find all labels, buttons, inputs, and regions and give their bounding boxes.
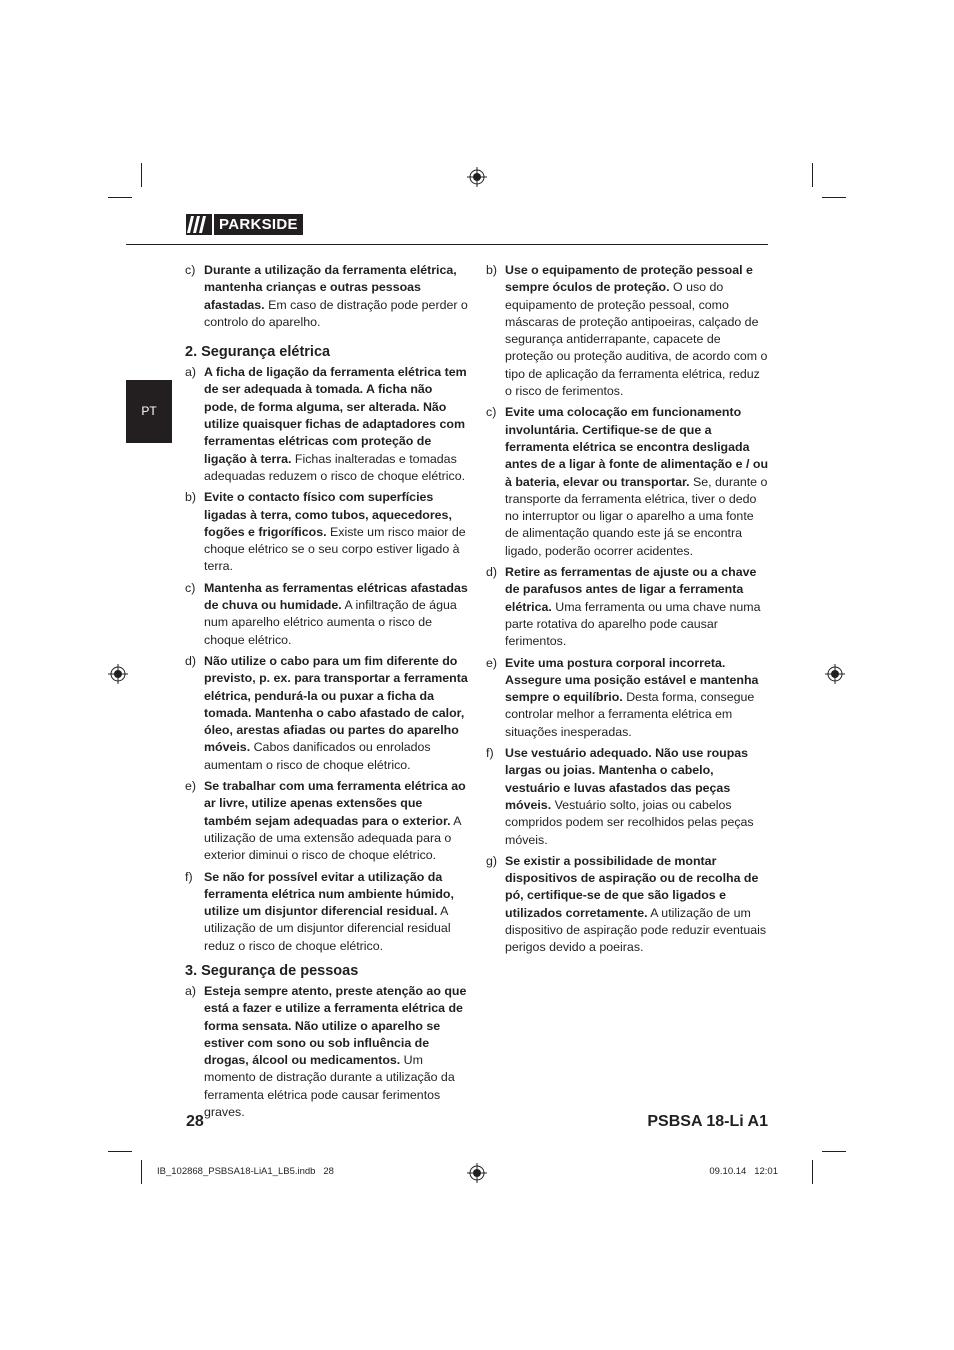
brand-logo bbox=[186, 214, 309, 235]
item-label: f) bbox=[185, 869, 193, 884]
list-item bbox=[185, 262, 468, 331]
list-item bbox=[185, 580, 468, 649]
item-warning: Durante a utilização da ferramenta elétrica, mantenha crianças e outras pessoas afastadas. bbox=[204, 263, 457, 312]
right-column bbox=[486, 262, 769, 961]
item-explanation: Se, durante o transporte da ferramenta elétrica, tiver o dedo no interruptor ou ligar o aparelho a uma fonte de alimentação quando este já se encontra ligado, poderão ocorrer acidentes. bbox=[505, 474, 768, 558]
item-label: e) bbox=[185, 779, 197, 794]
item-label: g) bbox=[486, 853, 498, 868]
list-item bbox=[486, 655, 769, 741]
item-explanation: A infiltração de água num aparelho elétrico aumenta o risco de choque elétrico. bbox=[204, 598, 457, 647]
logo-slashes-icon bbox=[186, 214, 212, 235]
list-item bbox=[185, 364, 468, 485]
left-column bbox=[185, 262, 468, 1125]
print-slug-file: IB_102868_PSBSA18-LiA1_LB5.indb 28 bbox=[157, 1166, 334, 1177]
crop-mark bbox=[812, 1160, 813, 1184]
item-warning: Mantenha as ferramentas elétricas afastadas de chuva ou humidade. bbox=[204, 580, 468, 613]
section-heading: 3. Segurança de pessoas bbox=[185, 962, 359, 979]
item-label: d) bbox=[486, 565, 498, 580]
list-item bbox=[486, 564, 769, 650]
item-explanation: Desta forma, consegue controlar melhor a ferramenta elétrica em situações inesperadas. bbox=[505, 690, 755, 739]
list-item bbox=[185, 983, 468, 1121]
item-label: a) bbox=[185, 983, 197, 998]
item-explanation: A utilização de uma extensão adequada para o exterior diminui o risco de choque elétrico. bbox=[204, 813, 461, 863]
list-item bbox=[486, 745, 769, 849]
page-number: 28 bbox=[186, 1113, 204, 1130]
item-warning: Evite uma postura corporal incorreta. Assegure uma posição estável e mantenha sempre o equilíbrio. bbox=[505, 655, 759, 705]
item-explanation: Um momento de distração durante a utilização da ferramenta elétrica pode causar ferimentos graves. bbox=[204, 1053, 455, 1120]
section-heading: 2. Segurança elétrica bbox=[185, 344, 331, 361]
item-label: a) bbox=[185, 365, 197, 380]
item-warning: Se não for possível evitar a utilização da ferramenta elétrica num ambiente húmido, utilize um disjuntor diferencial residual. bbox=[204, 869, 454, 919]
item-warning: Evite uma colocação em funcionamento involuntária. Certifique-se de que a ferramenta elétrica se encontra desligada antes de a ligar à fonte de alimentação e / ou à bateria, elevar ou transportar. bbox=[505, 405, 769, 489]
item-label: c) bbox=[185, 580, 196, 595]
list-item bbox=[185, 489, 468, 575]
list-item bbox=[185, 653, 468, 774]
item-warning: Não utilize o cabo para um fim diferente do previsto, p. ex. para transportar a ferramenta elétrica, pendurá-la ou puxar a ficha da tomada. Mantenha o cabo afastado de calor, óleo, arestas afiadas ou partes do aparelho móveis. bbox=[204, 653, 468, 755]
crop-mark bbox=[141, 1160, 142, 1184]
item-explanation: A utilização de um dispositivo de aspiração pode reduzir eventuais perigos devido a poeiras. bbox=[505, 905, 767, 955]
crop-mark bbox=[108, 197, 132, 198]
item-explanation: Em caso de distração pode perder o controlo do aparelho. bbox=[204, 297, 468, 329]
item-warning: Esteja sempre atento, preste atenção ao que está a fazer e utilize a ferramenta elétrica de forma sensata. Não utilize o aparelho se estiver com sono ou sob influência de drogas, álcool ou medicamentos. bbox=[204, 983, 467, 1068]
header-rule bbox=[126, 244, 768, 245]
crop-mark bbox=[141, 163, 142, 187]
list-item bbox=[185, 869, 468, 955]
list-item bbox=[486, 262, 769, 400]
crop-mark bbox=[108, 1151, 132, 1152]
item-label: b) bbox=[185, 490, 197, 505]
item-warning: A ficha de ligação da ferramenta elétrica tem de ser adequada à tomada. A ficha não pode, de forma alguma, ser alterada. Não utilize quaisquer fichas de adaptadores com ferramentas elétricas com proteção de ligação à terra. bbox=[204, 365, 467, 466]
list-item bbox=[185, 778, 468, 864]
registration-mark-icon bbox=[825, 664, 845, 684]
crop-mark bbox=[812, 163, 813, 187]
item-explanation: Uma ferramenta ou uma chave numa parte rotativa do aparelho pode causar ferimentos. bbox=[505, 599, 761, 649]
item-warning: Retire as ferramentas de ajuste ou a chave de parafusos antes de ligar a ferramenta elétrica. bbox=[505, 565, 757, 614]
model-name: PSBSA 18-Li A1 bbox=[647, 1113, 768, 1130]
item-label: b) bbox=[486, 263, 498, 277]
crop-mark bbox=[822, 197, 846, 198]
brand-name: PARKSIDE bbox=[214, 214, 303, 235]
registration-mark-icon bbox=[108, 664, 128, 684]
item-explanation: Existe um risco maior de choque elétrico se o seu corpo estiver ligado à terra. bbox=[204, 524, 466, 574]
item-explanation: Vestuário solto, joias ou cabelos compridos podem ser recolhidos pelas peças móveis. bbox=[505, 797, 754, 847]
item-warning: Use vestuário adequado. Não use roupas largas ou joias. Mantenha o cabelo, vestuário e luvas afastados das peças móveis. bbox=[505, 746, 749, 812]
item-warning: Use o equipamento de proteção pessoal e sempre óculos de proteção. bbox=[505, 263, 753, 295]
item-warning: Se existir a possibilidade de montar dispositivos de aspiração ou de recolha de pó, certifique-se de que são ligados e utilizados corretamente. bbox=[505, 853, 759, 920]
item-warning: Se trabalhar com uma ferramenta elétrica ao ar livre, utilize apenas extensões que também sejam adequadas para o exterior. bbox=[204, 779, 466, 828]
item-label: c) bbox=[486, 405, 497, 420]
item-explanation: O uso do equipamento de proteção pessoal, como máscaras de proteção antipoeiras, calçado de segurança antiderrapante, capacete de proteção ou proteção auditiva, de acordo com o tipo de aplicação da ferramenta elétrica, reduz o risco de ferimentos. bbox=[505, 280, 768, 399]
crop-mark bbox=[822, 1151, 846, 1152]
registration-mark-icon bbox=[467, 167, 487, 187]
item-explanation: A utilização de um disjuntor diferencial residual reduz o risco de choque elétrico. bbox=[204, 904, 451, 953]
list-item bbox=[486, 853, 769, 957]
language-tab: PT bbox=[126, 380, 172, 443]
item-warning: Evite o contacto físico com superfícies ligadas à terra, como tubos, aquecedores, fogões e frigoríficos. bbox=[204, 490, 452, 539]
item-label: d) bbox=[185, 653, 197, 668]
print-slug-date: 09.10.14 12:01 bbox=[709, 1166, 778, 1177]
item-label: c) bbox=[185, 263, 196, 277]
list-item bbox=[486, 404, 769, 560]
item-label: f) bbox=[486, 746, 494, 761]
item-explanation: Cabos danificados ou enrolados aumentam o risco de choque elétrico. bbox=[204, 740, 431, 772]
item-explanation: Fichas inalteradas e tomadas adequadas reduzem o risco de choque elétrico. bbox=[204, 451, 466, 483]
item-label: e) bbox=[486, 655, 498, 670]
registration-mark-icon bbox=[467, 1163, 487, 1183]
